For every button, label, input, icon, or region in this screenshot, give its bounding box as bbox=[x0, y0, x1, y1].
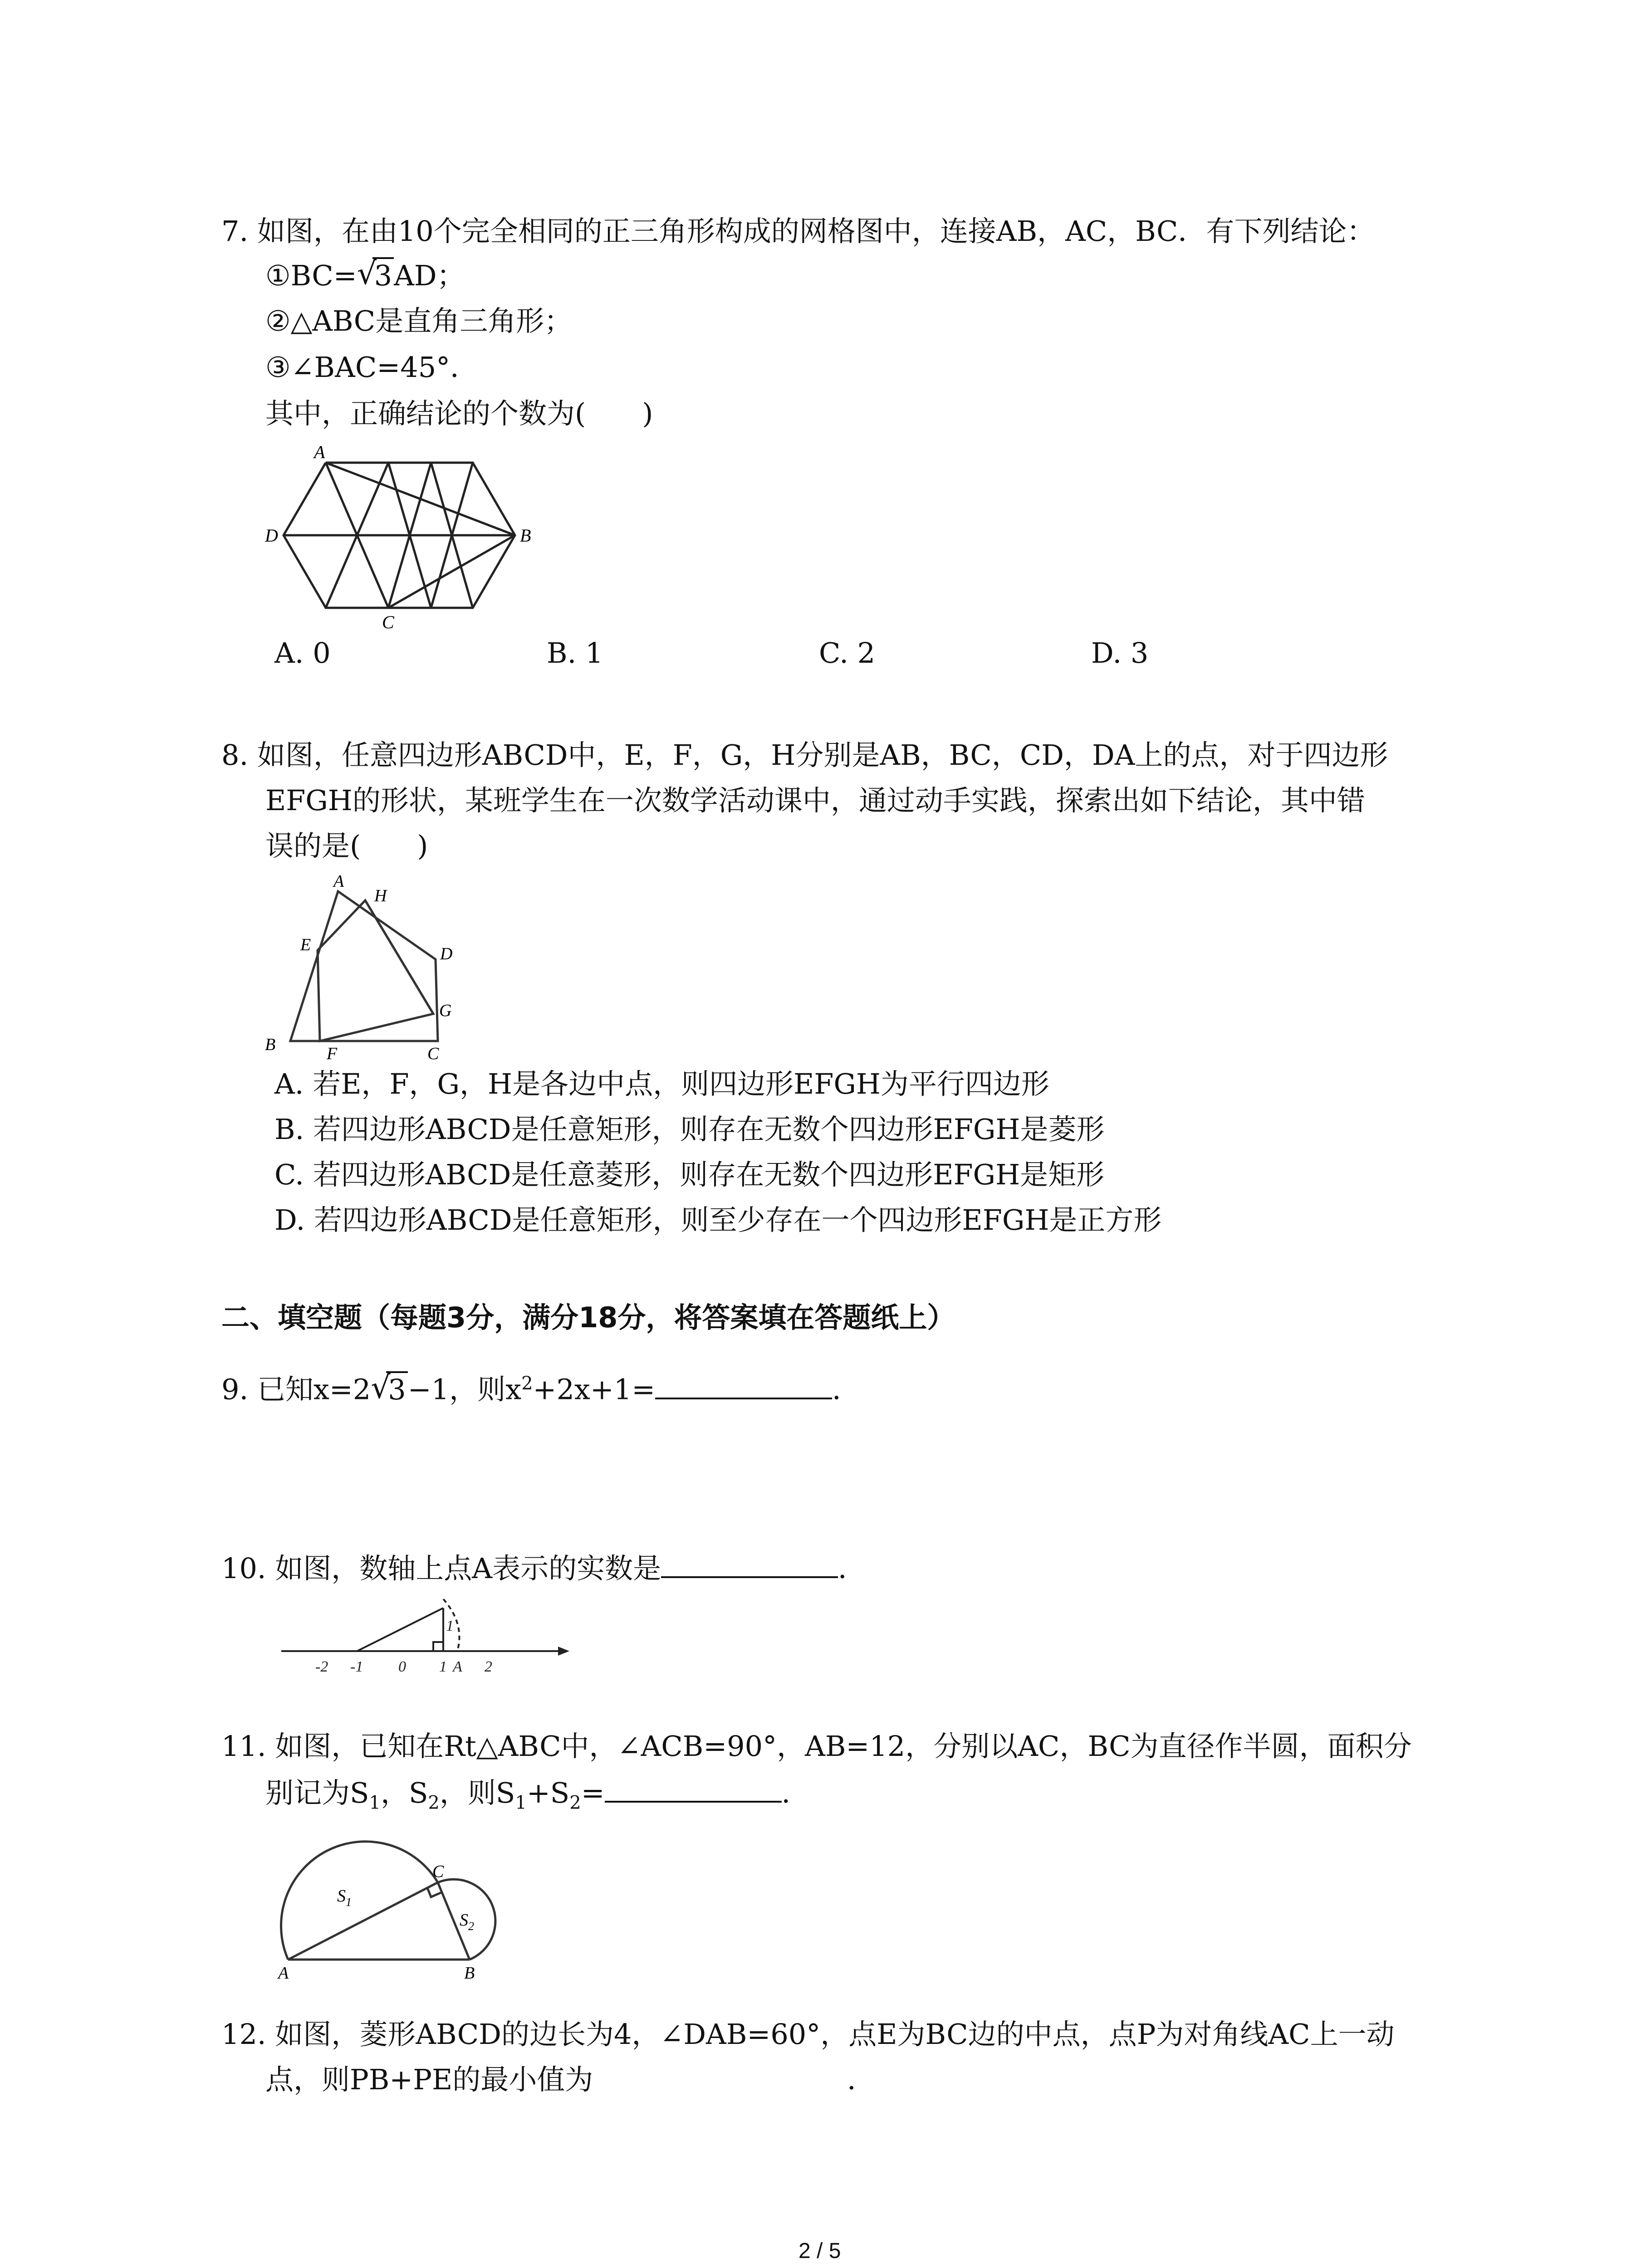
q7-question: 其中，正确结论的个数为( ) bbox=[265, 397, 653, 430]
q11-label-C: C bbox=[432, 1862, 444, 1881]
q10-end: ． bbox=[838, 1552, 867, 1585]
q11-text-a: 别记为S bbox=[265, 1776, 369, 1809]
q7-c1-sqrt bbox=[357, 258, 394, 294]
q8-label-D: D bbox=[440, 944, 453, 963]
q10-number-line-figure bbox=[272, 1599, 572, 1685]
q8-option-b: B. 若四边形ABCD是任意矩形，则存在无数个四边形EFGH是菱形 bbox=[274, 1113, 1105, 1146]
q10-height-label: 1 bbox=[446, 1618, 454, 1634]
q7-conclusion-2: ②△ABC是直角三角形； bbox=[265, 304, 573, 337]
q11-label-S2-sub: 2 bbox=[468, 1920, 474, 1933]
q11-stem-line1: 11. 如图，已知在Rt△ABC中，∠ACB=90°，AB=12，分别以AC，BC为直径作半圆，面积分 bbox=[221, 1730, 1412, 1763]
q9-middle: −1，则x bbox=[407, 1373, 522, 1406]
q7-c1-radicand: 3 bbox=[372, 257, 394, 292]
q8-stem-line3: 误的是( ) bbox=[265, 829, 428, 862]
q9-suffix: +2x+1= bbox=[533, 1373, 656, 1406]
q9-answer-blank bbox=[655, 1370, 832, 1399]
q7-conclusion-3: ③∠BAC=45°． bbox=[265, 351, 479, 384]
q11-label-S2 bbox=[460, 1911, 474, 1933]
q10-tick-0: 0 bbox=[398, 1658, 406, 1675]
q7-triangle-grid-figure bbox=[263, 445, 572, 635]
q11-text-b: ，S bbox=[380, 1776, 428, 1809]
q10-point-A: A bbox=[453, 1658, 462, 1675]
q10-tick-minus1: -1 bbox=[350, 1658, 363, 1675]
q7-option-b: B. 1 bbox=[547, 636, 603, 670]
q8-label-A: A bbox=[333, 872, 344, 891]
q11-answer-blank bbox=[605, 1774, 782, 1803]
q7-c1-suffix: AD； bbox=[394, 259, 465, 292]
q8-label-E: E bbox=[300, 935, 311, 954]
q8-option-a: A. 若E，F，G，H是各边中点，则四边形EFGH为平行四边形 bbox=[274, 1067, 1049, 1100]
q12-text: 点，则PB+PE的最小值为 bbox=[265, 2063, 593, 2096]
q11-text-d: +S bbox=[526, 1776, 570, 1809]
q11-sub-2: 2 bbox=[428, 1792, 440, 1813]
q9-prefix: 9. 已知x=2 bbox=[221, 1373, 371, 1406]
q9-stem bbox=[221, 1365, 860, 1408]
q11-label-S1 bbox=[337, 1887, 352, 1909]
q10-text: 10. 如图，数轴上点A表示的实数是 bbox=[221, 1552, 661, 1585]
q7-label-D: D bbox=[265, 525, 278, 546]
q8-label-H: H bbox=[374, 886, 387, 905]
q10-tick-2: 2 bbox=[485, 1658, 492, 1675]
q7-c1-prefix: ①BC= bbox=[265, 259, 357, 292]
q8-option-d: D. 若四边形ABCD是任意矩形，则至少存在一个四边形EFGH是正方形 bbox=[274, 1203, 1162, 1237]
q7-option-d: D. 3 bbox=[1091, 636, 1149, 670]
q12-stem-line2 bbox=[265, 2062, 875, 2098]
q8-quadrilateral-figure bbox=[259, 869, 467, 1064]
q9-end: ． bbox=[832, 1373, 861, 1406]
q7-option-c: C. 2 bbox=[819, 636, 876, 670]
q11-semicircles-figure bbox=[270, 1823, 524, 1987]
q7-stem-line1: 7. 如图，在由10个完全相同的正三角形构成的网格图中，连接AB，AC，BC．有下列结论： bbox=[221, 215, 1375, 248]
q7-label-B: B bbox=[520, 525, 531, 546]
q10-tick-1: 1 bbox=[439, 1658, 447, 1675]
q11-label-B: B bbox=[464, 1964, 475, 1983]
q7-conclusion-1 bbox=[265, 258, 465, 294]
q11-stem-line2 bbox=[265, 1774, 810, 1821]
q11-text-c: ，则S bbox=[439, 1776, 515, 1809]
q11-label-S1-sub: 1 bbox=[346, 1896, 352, 1909]
q7-label-C: C bbox=[382, 612, 394, 632]
q7-option-a: A. 0 bbox=[274, 636, 331, 670]
q11-sub-4: 2 bbox=[569, 1792, 581, 1813]
q8-stem-line2: EFGH的形状，某班学生在一次数学活动课中，通过动手实践，探索出如下结论，其中错 bbox=[265, 784, 1365, 817]
q8-label-B: B bbox=[265, 1035, 276, 1054]
q9-superscript: 2 bbox=[521, 1373, 533, 1394]
q8-option-c: C. 若四边形ABCD是任意菱形，则存在无数个四边形EFGH是矩形 bbox=[274, 1158, 1105, 1191]
q8-label-F: F bbox=[327, 1044, 338, 1063]
q10-stem bbox=[221, 1549, 866, 1587]
q7-label-A: A bbox=[314, 445, 325, 462]
q8-stem-line1: 8. 如图，任意四边形ABCD中，E，F，G，H分别是AB，BC，CD，DA上的点，对于四边形 bbox=[221, 738, 1388, 772]
q11-sub-3: 1 bbox=[515, 1792, 527, 1813]
q11-text-e: = bbox=[581, 1776, 605, 1809]
q12-stem-line1: 12. 如图，菱形ABCD的边长为4，∠DAB=60°，点E为BC边的中点，点P为对角线AC上一动 bbox=[221, 2018, 1395, 2051]
q9-sqrt bbox=[371, 1372, 407, 1408]
q8-label-G: G bbox=[439, 1001, 452, 1020]
q9-radicand: 3 bbox=[386, 1371, 407, 1406]
q11-sub-1: 1 bbox=[369, 1792, 381, 1813]
q10-tick-minus2: -2 bbox=[315, 1658, 328, 1675]
q11-label-A: A bbox=[278, 1964, 289, 1983]
q10-answer-blank bbox=[661, 1549, 838, 1578]
section2-heading: 二、填空题（每题3分，满分18分，将答案填在答题纸上） bbox=[221, 1301, 955, 1334]
q8-label-C: C bbox=[427, 1044, 439, 1063]
q11-label-S2-letter: S bbox=[460, 1911, 468, 1930]
q11-end: ． bbox=[781, 1776, 810, 1809]
page-number: 2 / 5 bbox=[798, 2239, 841, 2263]
q11-label-S1-letter: S bbox=[337, 1887, 346, 1906]
q12-end: ． bbox=[847, 2063, 876, 2096]
